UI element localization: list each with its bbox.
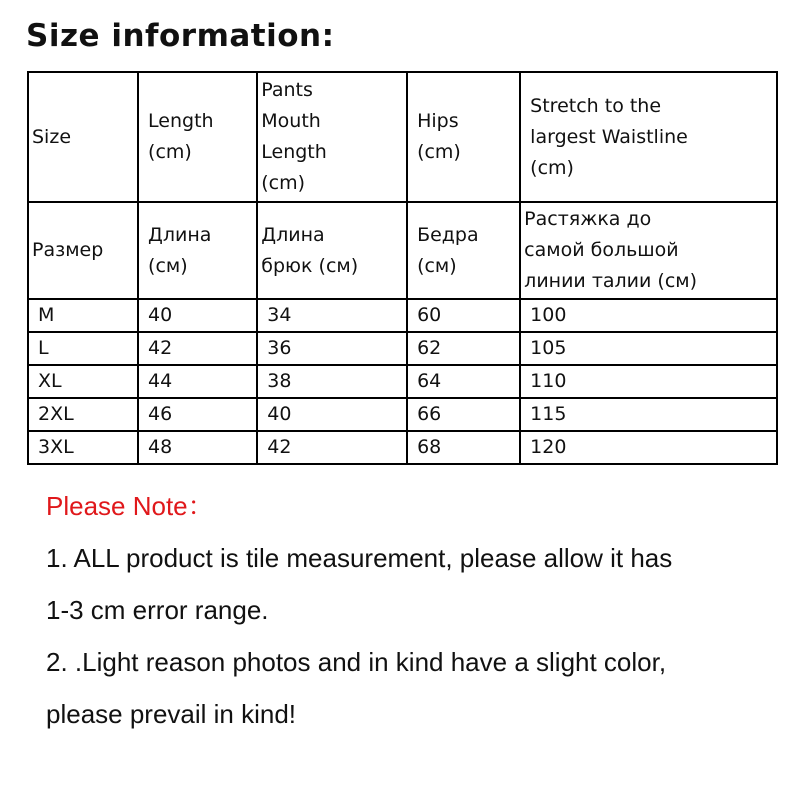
note-line-4: please prevail in kind! (46, 699, 297, 729)
length-cell: 48 (138, 431, 257, 464)
hips-cell: 64 (407, 365, 520, 398)
header-cell (28, 72, 138, 202)
header-cell (520, 202, 777, 299)
size-cell: XL (28, 365, 138, 398)
header-cell (257, 72, 407, 202)
header-pants-mouth-label: Pants Mouth Length (cm) (261, 79, 327, 194)
table-row (28, 431, 777, 464)
length-cell: 40 (138, 299, 257, 332)
pants-mouth-cell: 40 (257, 398, 407, 431)
header-length-label: Length (cm) (148, 110, 214, 163)
header-cell (138, 72, 257, 202)
waistline-cell: 105 (520, 332, 777, 365)
header-size-label-ru: Размер (32, 239, 104, 261)
note-title: Please Note： (46, 491, 214, 521)
note-line-2: 1-3 cm error range. (46, 595, 269, 625)
header-cell (257, 202, 407, 299)
page-title: Size information: (26, 18, 335, 54)
size-cell: L (28, 332, 138, 365)
size-cell: 2XL (28, 398, 138, 431)
table-row (28, 398, 777, 431)
header-cell (28, 202, 138, 299)
header-cell (407, 72, 520, 202)
waistline-cell: 120 (520, 431, 777, 464)
header-cell (138, 202, 257, 299)
header-hips-label: Hips (cm) (417, 110, 461, 163)
header-waistline-label: Stretch to the largest Waistline (cm) (530, 94, 688, 179)
pants-mouth-cell: 36 (257, 332, 407, 365)
header-cell (520, 72, 777, 202)
waistline-cell: 115 (520, 398, 777, 431)
size-cell: 3XL (28, 431, 138, 464)
waistline-cell: 100 (520, 299, 777, 332)
pants-mouth-cell: 38 (257, 365, 407, 398)
size-cell: M (28, 299, 138, 332)
hips-cell: 68 (407, 431, 520, 464)
notes-section (46, 480, 786, 740)
header-cell (407, 202, 520, 299)
hips-cell: 62 (407, 332, 520, 365)
header-size-label: Size (32, 125, 72, 148)
waistline-cell: 110 (520, 365, 777, 398)
note-line-3: 2. .Light reason photos and in kind have a slight color, (46, 647, 667, 677)
length-cell: 42 (138, 332, 257, 365)
pants-mouth-cell: 42 (257, 431, 407, 464)
table-row (28, 332, 777, 365)
table-header-row-russian (28, 202, 777, 299)
size-table (27, 71, 778, 465)
table-row (28, 365, 777, 398)
length-cell: 44 (138, 365, 257, 398)
header-waistline-label-ru: Растяжка до самой большой линии талии (см) (524, 208, 698, 292)
note-line-1: 1. ALL product is tile measurement, please allow it has (46, 543, 673, 573)
hips-cell: 66 (407, 398, 520, 431)
header-hips-label-ru: Бедра (см) (417, 223, 479, 277)
length-cell: 46 (138, 398, 257, 431)
pants-mouth-cell: 34 (257, 299, 407, 332)
table-header-row-english (28, 72, 777, 202)
table-row (28, 299, 777, 332)
header-length-label-ru: Длина (см) (148, 223, 212, 277)
hips-cell: 60 (407, 299, 520, 332)
header-pants-length-label-ru: Длина брюк (см) (261, 223, 359, 277)
